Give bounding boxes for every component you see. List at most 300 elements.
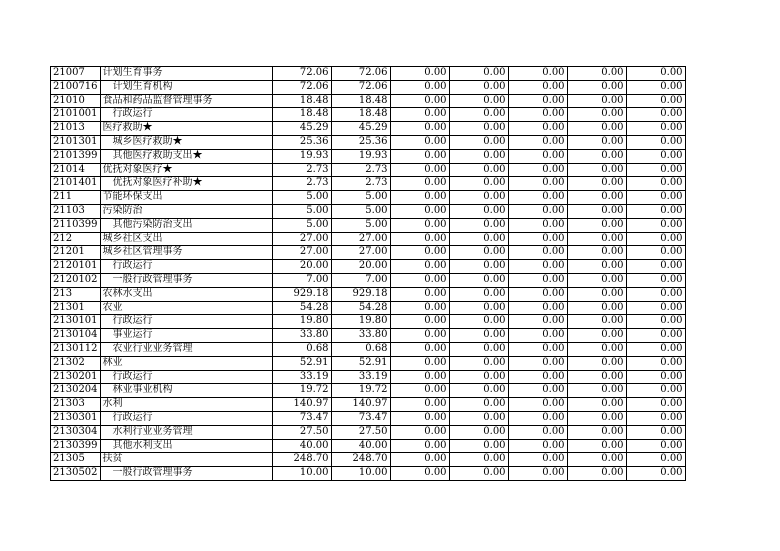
amount-cell: 0.00 bbox=[508, 80, 567, 94]
amount-cell: 0.00 bbox=[567, 315, 626, 329]
amount-cell: 0.00 bbox=[508, 135, 567, 149]
amount-cell: 0.00 bbox=[449, 467, 508, 481]
amount-cell: 0.00 bbox=[390, 370, 449, 384]
amount-cell: 2.73 bbox=[331, 163, 390, 177]
amount-cell: 19.72 bbox=[331, 384, 390, 398]
subject-name-cell: 计划生育机构 bbox=[100, 80, 272, 94]
amount-cell: 0.00 bbox=[508, 122, 567, 136]
amount-cell: 0.00 bbox=[390, 356, 449, 370]
amount-cell: 0.00 bbox=[390, 342, 449, 356]
amount-cell: 20.00 bbox=[331, 260, 390, 274]
amount-cell: 7.00 bbox=[331, 273, 390, 287]
subject-code-cell: 21014 bbox=[51, 163, 101, 177]
amount-cell: 0.00 bbox=[508, 384, 567, 398]
amount-cell: 0.00 bbox=[626, 135, 685, 149]
amount-cell: 0.00 bbox=[449, 80, 508, 94]
amount-cell: 0.00 bbox=[449, 232, 508, 246]
amount-cell: 0.00 bbox=[390, 135, 449, 149]
amount-cell: 0.00 bbox=[626, 67, 685, 81]
amount-cell: 54.28 bbox=[272, 301, 331, 315]
subject-name-cell: 城乡医疗救助★ bbox=[100, 135, 272, 149]
table-row bbox=[51, 411, 686, 425]
amount-cell: 0.00 bbox=[508, 67, 567, 81]
amount-cell: 0.00 bbox=[390, 301, 449, 315]
amount-cell: 0.00 bbox=[508, 204, 567, 218]
amount-cell: 0.00 bbox=[626, 273, 685, 287]
subject-name-cell: 其他污染防治支出 bbox=[100, 218, 272, 232]
amount-cell: 0.00 bbox=[626, 453, 685, 467]
amount-cell: 0.00 bbox=[567, 273, 626, 287]
subject-code-cell: 2130112 bbox=[51, 342, 101, 356]
subject-code-cell: 2101001 bbox=[51, 108, 101, 122]
amount-cell: 0.00 bbox=[449, 329, 508, 343]
amount-cell: 27.00 bbox=[331, 246, 390, 260]
amount-cell: 27.00 bbox=[272, 232, 331, 246]
amount-cell: 18.48 bbox=[331, 94, 390, 108]
subject-name-cell: 水利 bbox=[100, 398, 272, 412]
amount-cell: 0.00 bbox=[449, 135, 508, 149]
amount-cell: 0.00 bbox=[508, 108, 567, 122]
amount-cell: 18.48 bbox=[272, 108, 331, 122]
subject-code-cell: 2120102 bbox=[51, 273, 101, 287]
subject-name-cell: 行政运行 bbox=[100, 411, 272, 425]
amount-cell: 0.00 bbox=[449, 108, 508, 122]
subject-code-cell: 2100716 bbox=[51, 80, 101, 94]
amount-cell: 33.80 bbox=[331, 329, 390, 343]
amount-cell: 0.00 bbox=[508, 163, 567, 177]
subject-code-cell: 21303 bbox=[51, 398, 101, 412]
amount-cell: 40.00 bbox=[331, 439, 390, 453]
amount-cell: 0.00 bbox=[567, 425, 626, 439]
amount-cell: 0.00 bbox=[390, 149, 449, 163]
amount-cell: 0.00 bbox=[567, 80, 626, 94]
subject-code-cell: 21301 bbox=[51, 301, 101, 315]
amount-cell: 73.47 bbox=[272, 411, 331, 425]
amount-cell: 0.00 bbox=[390, 232, 449, 246]
table-row bbox=[51, 177, 686, 191]
amount-cell: 0.00 bbox=[626, 218, 685, 232]
amount-cell: 0.00 bbox=[508, 301, 567, 315]
amount-cell: 0.00 bbox=[390, 163, 449, 177]
amount-cell: 0.00 bbox=[449, 177, 508, 191]
amount-cell: 18.48 bbox=[272, 94, 331, 108]
amount-cell: 0.00 bbox=[567, 149, 626, 163]
amount-cell: 0.00 bbox=[508, 191, 567, 205]
subject-name-cell: 农林水支出 bbox=[100, 287, 272, 301]
table-row bbox=[51, 425, 686, 439]
amount-cell: 0.00 bbox=[567, 342, 626, 356]
amount-cell: 0.00 bbox=[626, 398, 685, 412]
table-row bbox=[51, 370, 686, 384]
amount-cell: 0.00 bbox=[390, 122, 449, 136]
table-row bbox=[51, 260, 686, 274]
subject-name-cell: 节能环保支出 bbox=[100, 191, 272, 205]
subject-name-cell: 一般行政管理事务 bbox=[100, 273, 272, 287]
amount-cell: 0.00 bbox=[626, 287, 685, 301]
amount-cell: 0.00 bbox=[567, 329, 626, 343]
table-row bbox=[51, 356, 686, 370]
amount-cell: 45.29 bbox=[272, 122, 331, 136]
amount-cell: 25.36 bbox=[331, 135, 390, 149]
subject-name-cell: 事业运行 bbox=[100, 329, 272, 343]
subject-code-cell: 2130502 bbox=[51, 467, 101, 481]
subject-name-cell: 优抚对象医疗★ bbox=[100, 163, 272, 177]
subject-code-cell: 2130301 bbox=[51, 411, 101, 425]
amount-cell: 0.00 bbox=[567, 301, 626, 315]
amount-cell: 0.00 bbox=[508, 287, 567, 301]
amount-cell: 0.00 bbox=[567, 122, 626, 136]
subject-name-cell: 行政运行 bbox=[100, 370, 272, 384]
table-row bbox=[51, 135, 686, 149]
amount-cell: 0.00 bbox=[508, 411, 567, 425]
amount-cell: 0.00 bbox=[449, 411, 508, 425]
table-row bbox=[51, 163, 686, 177]
subject-name-cell: 食品和药品监督管理事务 bbox=[100, 94, 272, 108]
subject-name-cell: 计划生育事务 bbox=[100, 67, 272, 81]
amount-cell: 0.00 bbox=[626, 329, 685, 343]
amount-cell: 0.00 bbox=[508, 177, 567, 191]
amount-cell: 7.00 bbox=[272, 273, 331, 287]
amount-cell: 0.00 bbox=[626, 108, 685, 122]
amount-cell: 0.00 bbox=[567, 260, 626, 274]
amount-cell: 0.00 bbox=[567, 204, 626, 218]
amount-cell: 0.00 bbox=[508, 356, 567, 370]
amount-cell: 0.00 bbox=[390, 287, 449, 301]
amount-cell: 27.00 bbox=[272, 246, 331, 260]
amount-cell: 0.00 bbox=[626, 315, 685, 329]
amount-cell: 140.97 bbox=[331, 398, 390, 412]
table-row bbox=[51, 122, 686, 136]
amount-cell: 10.00 bbox=[331, 467, 390, 481]
amount-cell: 0.00 bbox=[508, 246, 567, 260]
amount-cell: 2.73 bbox=[272, 177, 331, 191]
amount-cell: 0.00 bbox=[390, 218, 449, 232]
amount-cell: 0.00 bbox=[567, 246, 626, 260]
subject-code-cell: 2130104 bbox=[51, 329, 101, 343]
subject-name-cell: 城乡社区支出 bbox=[100, 232, 272, 246]
subject-code-cell: 2110399 bbox=[51, 218, 101, 232]
subject-name-cell: 污染防治 bbox=[100, 204, 272, 218]
amount-cell: 33.19 bbox=[331, 370, 390, 384]
subject-code-cell: 2101399 bbox=[51, 149, 101, 163]
amount-cell: 0.00 bbox=[449, 246, 508, 260]
amount-cell: 5.00 bbox=[272, 204, 331, 218]
amount-cell: 2.73 bbox=[331, 177, 390, 191]
amount-cell: 0.00 bbox=[449, 94, 508, 108]
amount-cell: 0.00 bbox=[626, 356, 685, 370]
amount-cell: 27.50 bbox=[272, 425, 331, 439]
table-row bbox=[51, 67, 686, 81]
subject-name-cell: 农业 bbox=[100, 301, 272, 315]
amount-cell: 73.47 bbox=[331, 411, 390, 425]
table-row bbox=[51, 315, 686, 329]
amount-cell: 0.00 bbox=[449, 67, 508, 81]
subject-name-cell: 水利行业业务管理 bbox=[100, 425, 272, 439]
subject-code-cell: 2130304 bbox=[51, 425, 101, 439]
subject-code-cell: 211 bbox=[51, 191, 101, 205]
table-row bbox=[51, 342, 686, 356]
amount-cell: 0.00 bbox=[449, 439, 508, 453]
amount-cell: 0.00 bbox=[390, 315, 449, 329]
amount-cell: 0.00 bbox=[390, 94, 449, 108]
amount-cell: 52.91 bbox=[331, 356, 390, 370]
amount-cell: 0.00 bbox=[626, 177, 685, 191]
amount-cell: 0.00 bbox=[390, 439, 449, 453]
subject-code-cell: 21302 bbox=[51, 356, 101, 370]
subject-code-cell: 2101401 bbox=[51, 177, 101, 191]
amount-cell: 0.00 bbox=[449, 191, 508, 205]
amount-cell: 0.00 bbox=[626, 370, 685, 384]
amount-cell: 0.00 bbox=[508, 453, 567, 467]
subject-name-cell: 一般行政管理事务 bbox=[100, 467, 272, 481]
amount-cell: 0.00 bbox=[508, 315, 567, 329]
amount-cell: 0.00 bbox=[626, 246, 685, 260]
subject-name-cell: 扶贫 bbox=[100, 453, 272, 467]
amount-cell: 0.00 bbox=[449, 301, 508, 315]
amount-cell: 0.00 bbox=[390, 329, 449, 343]
amount-cell: 0.00 bbox=[508, 439, 567, 453]
amount-cell: 20.00 bbox=[272, 260, 331, 274]
amount-cell: 33.19 bbox=[272, 370, 331, 384]
amount-cell: 0.00 bbox=[449, 342, 508, 356]
amount-cell: 0.00 bbox=[508, 398, 567, 412]
table-row bbox=[51, 453, 686, 467]
amount-cell: 0.00 bbox=[567, 218, 626, 232]
amount-cell: 27.00 bbox=[331, 232, 390, 246]
amount-cell: 0.00 bbox=[390, 384, 449, 398]
amount-cell: 19.80 bbox=[331, 315, 390, 329]
subject-code-cell: 2130204 bbox=[51, 384, 101, 398]
amount-cell: 0.00 bbox=[449, 204, 508, 218]
amount-cell: 0.00 bbox=[626, 342, 685, 356]
subject-name-cell: 城乡社区管理事务 bbox=[100, 246, 272, 260]
amount-cell: 0.00 bbox=[567, 163, 626, 177]
amount-cell: 0.00 bbox=[390, 273, 449, 287]
amount-cell: 72.06 bbox=[272, 80, 331, 94]
amount-cell: 0.00 bbox=[567, 94, 626, 108]
subject-name-cell: 优抚对象医疗补助★ bbox=[100, 177, 272, 191]
amount-cell: 0.00 bbox=[567, 287, 626, 301]
amount-cell: 0.00 bbox=[390, 398, 449, 412]
subject-code-cell: 21007 bbox=[51, 67, 101, 81]
table-row bbox=[51, 108, 686, 122]
amount-cell: 0.00 bbox=[567, 384, 626, 398]
amount-cell: 0.00 bbox=[567, 108, 626, 122]
amount-cell: 0.00 bbox=[449, 384, 508, 398]
table-row bbox=[51, 301, 686, 315]
amount-cell: 0.00 bbox=[626, 425, 685, 439]
amount-cell: 5.00 bbox=[331, 191, 390, 205]
table-row bbox=[51, 232, 686, 246]
amount-cell: 0.00 bbox=[508, 94, 567, 108]
amount-cell: 0.00 bbox=[626, 122, 685, 136]
subject-code-cell: 2130101 bbox=[51, 315, 101, 329]
amount-cell: 0.00 bbox=[567, 135, 626, 149]
amount-cell: 140.97 bbox=[272, 398, 331, 412]
subject-name-cell: 林业 bbox=[100, 356, 272, 370]
table-row bbox=[51, 439, 686, 453]
amount-cell: 45.29 bbox=[331, 122, 390, 136]
table-row bbox=[51, 218, 686, 232]
amount-cell: 0.00 bbox=[390, 191, 449, 205]
amount-cell: 19.93 bbox=[272, 149, 331, 163]
amount-cell: 248.70 bbox=[272, 453, 331, 467]
amount-cell: 0.00 bbox=[390, 467, 449, 481]
table-row bbox=[51, 246, 686, 260]
amount-cell: 0.00 bbox=[390, 204, 449, 218]
amount-cell: 0.00 bbox=[626, 384, 685, 398]
amount-cell: 19.80 bbox=[272, 315, 331, 329]
amount-cell: 0.00 bbox=[626, 467, 685, 481]
subject-code-cell: 2130201 bbox=[51, 370, 101, 384]
amount-cell: 18.48 bbox=[331, 108, 390, 122]
amount-cell: 0.00 bbox=[626, 411, 685, 425]
amount-cell: 0.00 bbox=[626, 191, 685, 205]
amount-cell: 40.00 bbox=[272, 439, 331, 453]
amount-cell: 0.00 bbox=[449, 287, 508, 301]
amount-cell: 0.00 bbox=[626, 163, 685, 177]
table-row bbox=[51, 329, 686, 343]
amount-cell: 0.00 bbox=[449, 453, 508, 467]
amount-cell: 0.00 bbox=[567, 370, 626, 384]
subject-code-cell: 21013 bbox=[51, 122, 101, 136]
table-row bbox=[51, 273, 686, 287]
amount-cell: 0.00 bbox=[626, 80, 685, 94]
amount-cell: 0.00 bbox=[449, 370, 508, 384]
amount-cell: 0.00 bbox=[449, 425, 508, 439]
amount-cell: 5.00 bbox=[272, 218, 331, 232]
subject-name-cell: 农业行业业务管理 bbox=[100, 342, 272, 356]
subject-name-cell: 行政运行 bbox=[100, 315, 272, 329]
amount-cell: 5.00 bbox=[272, 191, 331, 205]
amount-cell: 5.00 bbox=[331, 204, 390, 218]
amount-cell: 0.00 bbox=[390, 425, 449, 439]
amount-cell: 25.36 bbox=[272, 135, 331, 149]
amount-cell: 248.70 bbox=[331, 453, 390, 467]
amount-cell: 72.06 bbox=[331, 67, 390, 81]
amount-cell: 0.00 bbox=[567, 232, 626, 246]
subject-name-cell: 医疗救助★ bbox=[100, 122, 272, 136]
amount-cell: 0.00 bbox=[390, 411, 449, 425]
amount-cell: 0.00 bbox=[626, 260, 685, 274]
amount-cell: 0.00 bbox=[567, 439, 626, 453]
amount-cell: 0.00 bbox=[390, 67, 449, 81]
subject-name-cell: 行政运行 bbox=[100, 260, 272, 274]
amount-cell: 0.00 bbox=[626, 439, 685, 453]
subject-code-cell: 213 bbox=[51, 287, 101, 301]
amount-cell: 0.00 bbox=[626, 204, 685, 218]
amount-cell: 0.00 bbox=[508, 149, 567, 163]
amount-cell: 0.00 bbox=[449, 356, 508, 370]
amount-cell: 5.00 bbox=[331, 218, 390, 232]
amount-cell: 0.68 bbox=[272, 342, 331, 356]
subject-name-cell: 其他水利支出 bbox=[100, 439, 272, 453]
amount-cell: 0.00 bbox=[508, 370, 567, 384]
amount-cell: 0.00 bbox=[567, 356, 626, 370]
amount-cell: 929.18 bbox=[331, 287, 390, 301]
subject-code-cell: 21103 bbox=[51, 204, 101, 218]
amount-cell: 0.00 bbox=[449, 149, 508, 163]
amount-cell: 27.50 bbox=[331, 425, 390, 439]
amount-cell: 0.00 bbox=[390, 80, 449, 94]
subject-code-cell: 21010 bbox=[51, 94, 101, 108]
subject-code-cell: 2101301 bbox=[51, 135, 101, 149]
amount-cell: 0.00 bbox=[449, 218, 508, 232]
amount-cell: 0.00 bbox=[567, 177, 626, 191]
amount-cell: 0.00 bbox=[626, 301, 685, 315]
amount-cell: 33.80 bbox=[272, 329, 331, 343]
amount-cell: 0.00 bbox=[567, 453, 626, 467]
amount-cell: 0.00 bbox=[390, 453, 449, 467]
amount-cell: 0.00 bbox=[449, 122, 508, 136]
amount-cell: 0.00 bbox=[390, 260, 449, 274]
table-row bbox=[51, 467, 686, 481]
amount-cell: 0.00 bbox=[508, 425, 567, 439]
subject-code-cell: 21305 bbox=[51, 453, 101, 467]
amount-cell: 0.00 bbox=[626, 232, 685, 246]
amount-cell: 0.00 bbox=[567, 411, 626, 425]
table-row bbox=[51, 80, 686, 94]
amount-cell: 0.00 bbox=[508, 218, 567, 232]
amount-cell: 10.00 bbox=[272, 467, 331, 481]
subject-code-cell: 212 bbox=[51, 232, 101, 246]
table-row bbox=[51, 149, 686, 163]
subject-name-cell: 其他医疗救助支出★ bbox=[100, 149, 272, 163]
amount-cell: 0.00 bbox=[449, 315, 508, 329]
amount-cell: 0.00 bbox=[449, 273, 508, 287]
amount-cell: 2.73 bbox=[272, 163, 331, 177]
amount-cell: 929.18 bbox=[272, 287, 331, 301]
amount-cell: 0.00 bbox=[449, 260, 508, 274]
amount-cell: 0.00 bbox=[449, 398, 508, 412]
amount-cell: 0.00 bbox=[390, 246, 449, 260]
amount-cell: 0.00 bbox=[567, 191, 626, 205]
table-row bbox=[51, 287, 686, 301]
amount-cell: 0.00 bbox=[508, 232, 567, 246]
table-row bbox=[51, 191, 686, 205]
amount-cell: 0.00 bbox=[508, 329, 567, 343]
subject-code-cell: 21201 bbox=[51, 246, 101, 260]
amount-cell: 0.00 bbox=[508, 467, 567, 481]
amount-cell: 72.06 bbox=[272, 67, 331, 81]
subject-name-cell: 行政运行 bbox=[100, 108, 272, 122]
amount-cell: 0.00 bbox=[508, 342, 567, 356]
amount-cell: 0.00 bbox=[567, 467, 626, 481]
subject-name-cell: 林业事业机构 bbox=[100, 384, 272, 398]
budget-table bbox=[50, 66, 686, 481]
amount-cell: 0.00 bbox=[508, 273, 567, 287]
amount-cell: 0.00 bbox=[508, 260, 567, 274]
amount-cell: 0.68 bbox=[331, 342, 390, 356]
amount-cell: 0.00 bbox=[449, 163, 508, 177]
amount-cell: 54.28 bbox=[331, 301, 390, 315]
table-row bbox=[51, 398, 686, 412]
amount-cell: 0.00 bbox=[626, 149, 685, 163]
amount-cell: 0.00 bbox=[626, 94, 685, 108]
table-row bbox=[51, 204, 686, 218]
table-body bbox=[51, 67, 686, 481]
amount-cell: 19.72 bbox=[272, 384, 331, 398]
subject-code-cell: 2120101 bbox=[51, 260, 101, 274]
amount-cell: 19.93 bbox=[331, 149, 390, 163]
amount-cell: 72.06 bbox=[331, 80, 390, 94]
amount-cell: 0.00 bbox=[390, 177, 449, 191]
subject-code-cell: 2130399 bbox=[51, 439, 101, 453]
table-row bbox=[51, 384, 686, 398]
table-row bbox=[51, 94, 686, 108]
amount-cell: 0.00 bbox=[567, 67, 626, 81]
amount-cell: 0.00 bbox=[567, 398, 626, 412]
